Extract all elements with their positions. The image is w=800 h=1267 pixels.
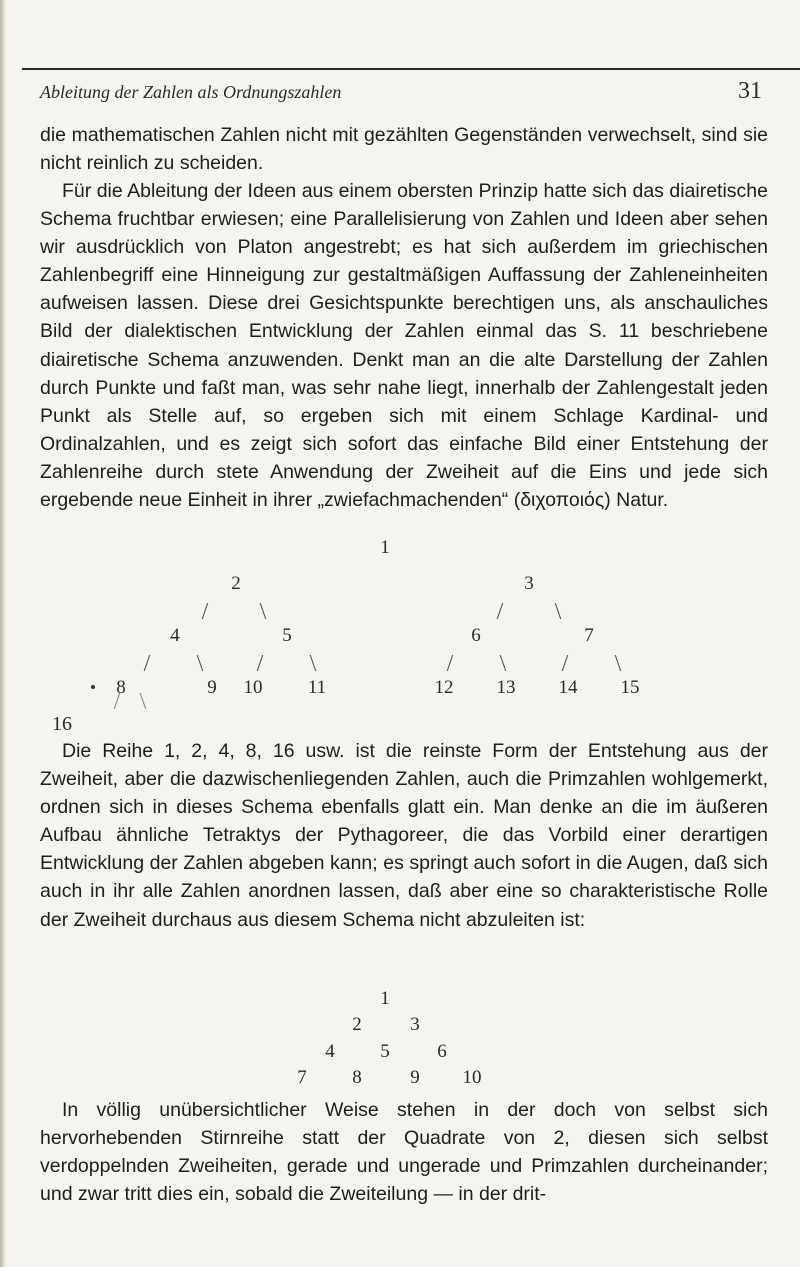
paragraph-1: die mathematischen Zahlen nicht mit gezählten Gegenständen verwechselt, sind sie nicht reinlich zu scheiden. (40, 124, 768, 175)
tetraktys-6: 6 (437, 1041, 447, 1062)
tree-branch: \ (309, 651, 317, 677)
tree-node-5: 5 (282, 625, 292, 646)
stray-dot (91, 685, 95, 689)
tree-node-11: 11 (307, 677, 327, 698)
paragraph-3: Die Reihe 1, 2, 4, 8, 16 usw. ist die reinste Form der Entstehung aus der Zweiheit, aber die dazwischenliegenden Zahlen, auch die Primzahlen wohlgemerkt, ordnen sich in dieses Schema ebenfalls glatt ein. Man denke an die im äußeren Aufbau ähnliche Tetraktys der Pythagoreer, die das Vorbild einer derartigen Entwicklung der Zahlen abgeben kann; es springt auch sofort in die Augen, daß sich auch in ihr alle Zahlen anordnen lassen, daß aber eine so charakteristische Rolle der Zweiheit durchaus aus diesem Schema nicht abzuleiten ist: (40, 740, 768, 931)
tetraktys-3: 3 (410, 1014, 420, 1035)
running-title: Ableitung der Zahlen als Ordnungszahlen (40, 82, 342, 102)
tree-node-9: 9 (207, 677, 217, 698)
tetraktys-7: 7 (297, 1067, 307, 1088)
tree-node-1: 1 (380, 537, 390, 558)
tree-node-6: 6 (471, 625, 481, 646)
header-rule (22, 68, 800, 70)
tree-branch: \ (499, 651, 507, 677)
tetraktys-5: 5 (380, 1041, 390, 1062)
tetraktys-10: 10 (462, 1067, 482, 1088)
tree-node-13: 13 (496, 677, 516, 698)
tree-branch: / (113, 689, 121, 715)
tree-branch: \ (259, 599, 267, 625)
tree-node-14: 14 (558, 677, 578, 698)
tree-node-8: 8 (116, 677, 126, 698)
tree-branch: / (496, 599, 504, 625)
tree-branch: \ (139, 689, 147, 715)
tetraktys-4: 4 (325, 1041, 335, 1062)
scan-margin-shadow (0, 0, 6, 1267)
tree-node-4: 4 (170, 625, 180, 646)
tree-branch: / (561, 651, 569, 677)
tree-branch: \ (614, 651, 622, 677)
tree-node-3: 3 (524, 573, 534, 594)
paragraph-4: In völlig unübersichtlicher Weise stehen in der doch von selbst sich hervorhebenden Stirnreihe statt der Quadrate von 2, diesen sich selbst verdoppelnden Zweiheiten, gerade und ungerade und Primzahlen durcheinander; und zwar tritt dies ein, sobald die Zweiteilung — in der drit- (40, 1099, 768, 1206)
page-header (40, 78, 800, 112)
tree-branch: / (256, 651, 264, 677)
paragraph-2: Für die Ableitung der Ideen aus einem obersten Prinzip hatte sich das diairetische Schema fruchtbar erwiesen; eine Parallelisierung von Zahlen und Ideen aber sehen wir ausdrücklich von Platon angestrebt; es hat sich außerdem im griechischen Zahlenbegriff eine Hinneigung zur gestaltmäßigen Auffassung der Zahleneinheiten aufweisen lassen. Diese drei Gesichtspunkte berechtigen uns, als anschauliches Bild der dialektischen Entwicklung der Zahlen einmal das S. 11 beschriebene diairetische Schema anzuwenden. Denkt man an die alte Darstellung der Zahlen durch Punkte und faßt man, was sehr nahe liegt, innerhalb der Zahlengestalt jeden Punkt als Stelle auf, so ergeben sich mit einem Schlage Kardinal- und Ordinalzahlen, und es zeigt sich sofort das einfache Bild einer Entstehung der Zahlenreihe durch stete Anwendung der Zweiheit auf die Eins und jede sich ergebende neue Einheit in ihrer „zwiefachmachenden“ (διχοποιός) Natur. (40, 180, 768, 512)
tree-node-15: 15 (620, 677, 640, 698)
tree-branch: / (446, 651, 454, 677)
page-number: 31 (738, 78, 762, 104)
tetraktys-1: 1 (380, 988, 390, 1009)
tree-node-10: 10 (243, 677, 263, 698)
tetraktys-9: 9 (410, 1067, 420, 1088)
tree-node-12: 12 (434, 677, 454, 698)
tetraktys-2: 2 (352, 1014, 362, 1035)
tree-branch: \ (196, 651, 204, 677)
tree-node-2: 2 (231, 573, 241, 594)
tree-branch: \ (554, 599, 562, 625)
tetraktys-8: 8 (352, 1067, 362, 1088)
tree-node-16: 16 (52, 713, 72, 735)
tree-node-7: 7 (584, 625, 594, 646)
tree-branch: / (201, 599, 209, 625)
tree-branch: / (143, 651, 151, 677)
